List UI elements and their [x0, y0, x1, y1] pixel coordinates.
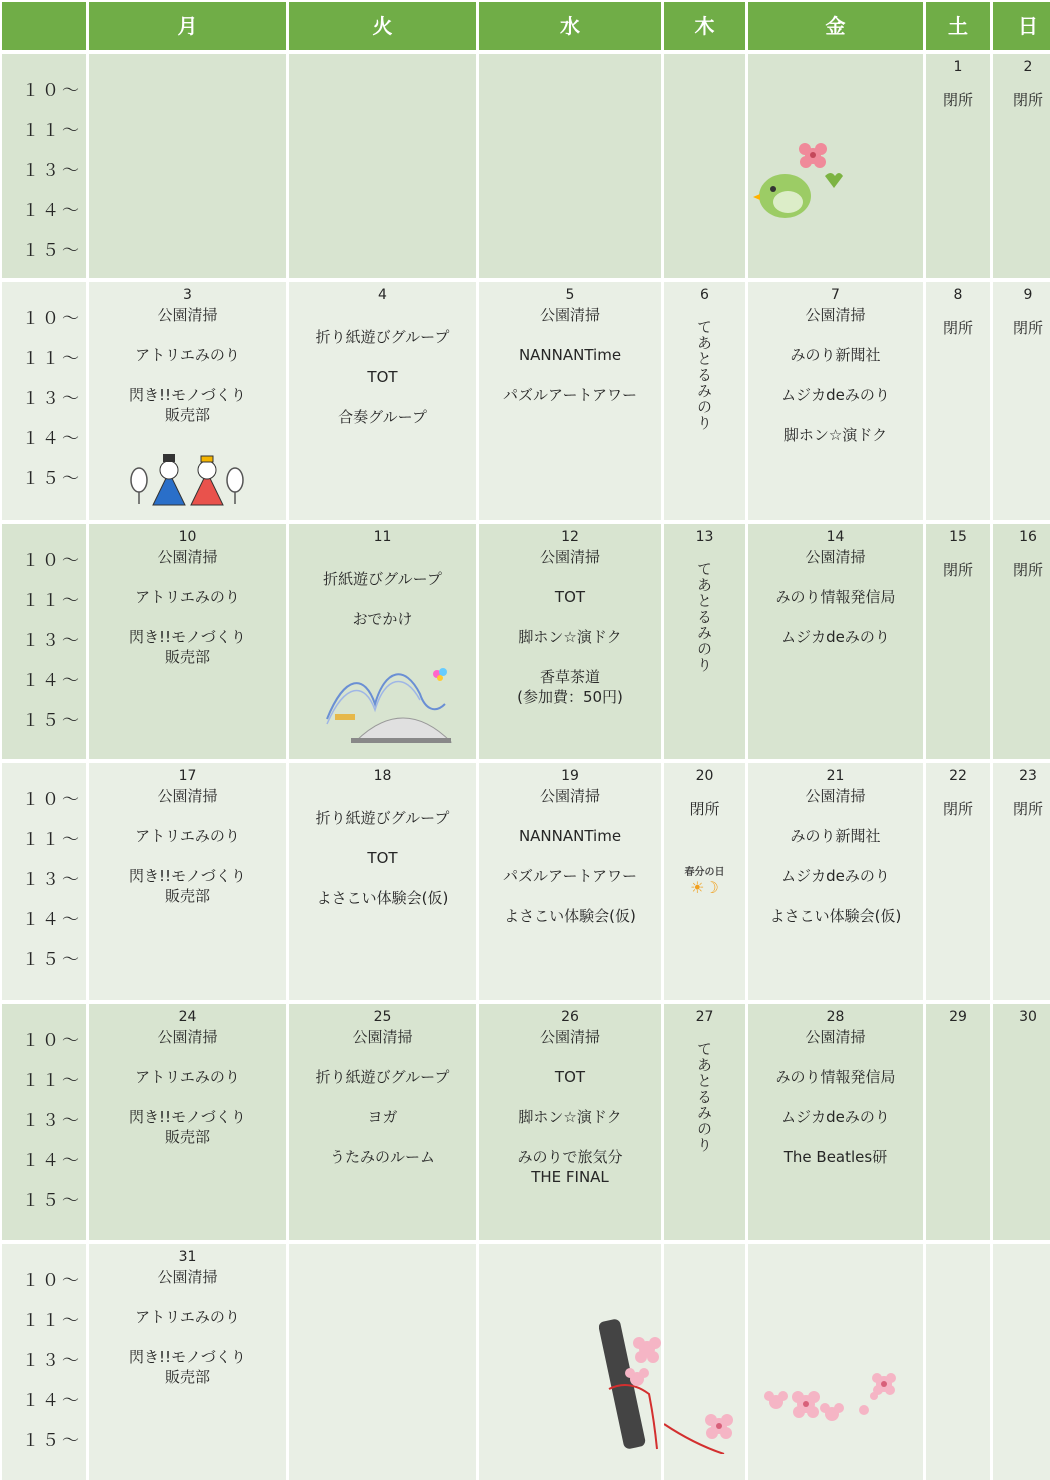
- time-column: １０～ １１～ １３～ １４～ １５～: [2, 1244, 86, 1480]
- day-cell-empty: [479, 54, 661, 278]
- diploma-sakura-illustration: [599, 1309, 661, 1459]
- day-cell-fri: 21 公園清掃 みのり新聞社 ムジカdeみのり よさこい体験会(仮): [748, 763, 923, 1000]
- day-cell-fri: 14 公園清掃 みのり情報発信局 ムジカdeみのり: [748, 524, 923, 759]
- day-cell-mon: 24 公園清掃 アトリエみのり 閃き!!モノづくり 販売部: [89, 1004, 286, 1240]
- day-cell-fri: 28 公園清掃 みのり情報発信局 ムジカdeみのり The Beatles研: [748, 1004, 923, 1240]
- day-cell-sat: 15 閉所: [926, 524, 990, 759]
- day-cell-empty: [748, 54, 923, 278]
- day-cell-empty: [479, 1244, 661, 1480]
- header-mon: 月: [89, 2, 286, 50]
- header-sat: 土: [926, 2, 990, 50]
- monthly-calendar: [2, 2, 1045, 1472]
- header-thu: 木: [664, 2, 745, 50]
- day-cell-mon: 10 公園清掃 アトリエみのり 閃き!!モノづくり 販売部: [89, 524, 286, 759]
- time-column: １０～ １１～ １３～ １４～ １５～: [2, 524, 86, 759]
- header-fri: 金: [748, 2, 923, 50]
- day-cell-thu: 6 てあとるみのり: [664, 282, 745, 520]
- sakura-petals-illustration: [756, 1362, 916, 1442]
- day-cell-sat: 8 閉所: [926, 282, 990, 520]
- header-wed: 水: [479, 2, 661, 50]
- roller-coaster-illustration: [325, 664, 455, 744]
- shunbun-badge: 春分の日 ☀☽: [677, 863, 733, 897]
- corner-header: [2, 2, 86, 50]
- time-column: １０～ １１～ １３～ １４～ １５～: [2, 763, 86, 1000]
- day-cell-wed: 12 公園清掃 TOT 脚ホン☆演ドク 香草茶道 (参加費：50円): [479, 524, 661, 759]
- day-cell-empty: [289, 1244, 476, 1480]
- day-cell-tue: 11 折紙遊びグループ おでかけ: [289, 524, 476, 759]
- day-cell-empty: [748, 1244, 923, 1480]
- day-cell-tue: 25 公園清掃 折り紙遊びグループ ヨガ うたみのルーム: [289, 1004, 476, 1240]
- day-cell-fri: 7 公園清掃 みのり新聞社 ムジカdeみのり 脚ホン☆演ドク: [748, 282, 923, 520]
- day-cell-sun: 16 閉所: [993, 524, 1050, 759]
- day-cell-wed: 5 公園清掃 NANNANTime パズルアートアワー: [479, 282, 661, 520]
- day-cell-sat: 1 閉所: [926, 54, 990, 278]
- day-cell-thu: 20 閉所 春分の日 ☀☽: [664, 763, 745, 1000]
- sakura-blossom-illustration: [664, 1384, 745, 1454]
- day-cell-wed: 19 公園清掃 NANNANTime パズルアートアワー よさこい体験会(仮): [479, 763, 661, 1000]
- header-tue: 火: [289, 2, 476, 50]
- day-cell-sun: 30: [993, 1004, 1050, 1240]
- day-cell-empty: [926, 1244, 990, 1480]
- time-column: １０～ １１～ １３～ １４～ １５～: [2, 54, 86, 278]
- day-cell-empty: [993, 1244, 1050, 1480]
- day-cell-empty: [289, 54, 476, 278]
- day-cell-thu: 13 てあとるみのり: [664, 524, 745, 759]
- day-cell-tue: 4 折り紙遊びグループ TOT 合奏グループ: [289, 282, 476, 520]
- day-cell-empty: [89, 54, 286, 278]
- day-cell-mon: 3 公園清掃 アトリエみのり 閃き!!モノづくり 販売部: [89, 282, 286, 520]
- day-cell-sun: 23 閉所: [993, 763, 1050, 1000]
- time-column: １０～ １１～ １３～ １４～ １５～: [2, 1004, 86, 1240]
- bird-flower-illustration: [748, 134, 843, 234]
- day-cell-empty: [664, 54, 745, 278]
- time-column: １０～ １１～ １３～ １４～ １５～: [2, 282, 86, 520]
- day-cell-thu: 27 てあとるみのり: [664, 1004, 745, 1240]
- day-cell-wed: 26 公園清掃 TOT 脚ホン☆演ドク みのりで旅気分 THE FINAL: [479, 1004, 661, 1240]
- hina-dolls-illustration: [129, 450, 249, 506]
- day-cell-mon: 31 公園清掃 アトリエみのり 閃き!!モノづくり 販売部: [89, 1244, 286, 1480]
- day-cell-sat: 22 閉所: [926, 763, 990, 1000]
- day-cell-empty: [664, 1244, 745, 1480]
- day-cell-sun: 2 閉所: [993, 54, 1050, 278]
- day-cell-mon: 17 公園清掃 アトリエみのり 閃き!!モノづくり 販売部: [89, 763, 286, 1000]
- day-cell-sat: 29: [926, 1004, 990, 1240]
- sun-moon-icon: ☀☽: [690, 878, 719, 897]
- day-cell-tue: 18 折り紙遊びグループ TOT よさこい体験会(仮): [289, 763, 476, 1000]
- day-cell-sun: 9 閉所: [993, 282, 1050, 520]
- header-sun: 日: [993, 2, 1050, 50]
